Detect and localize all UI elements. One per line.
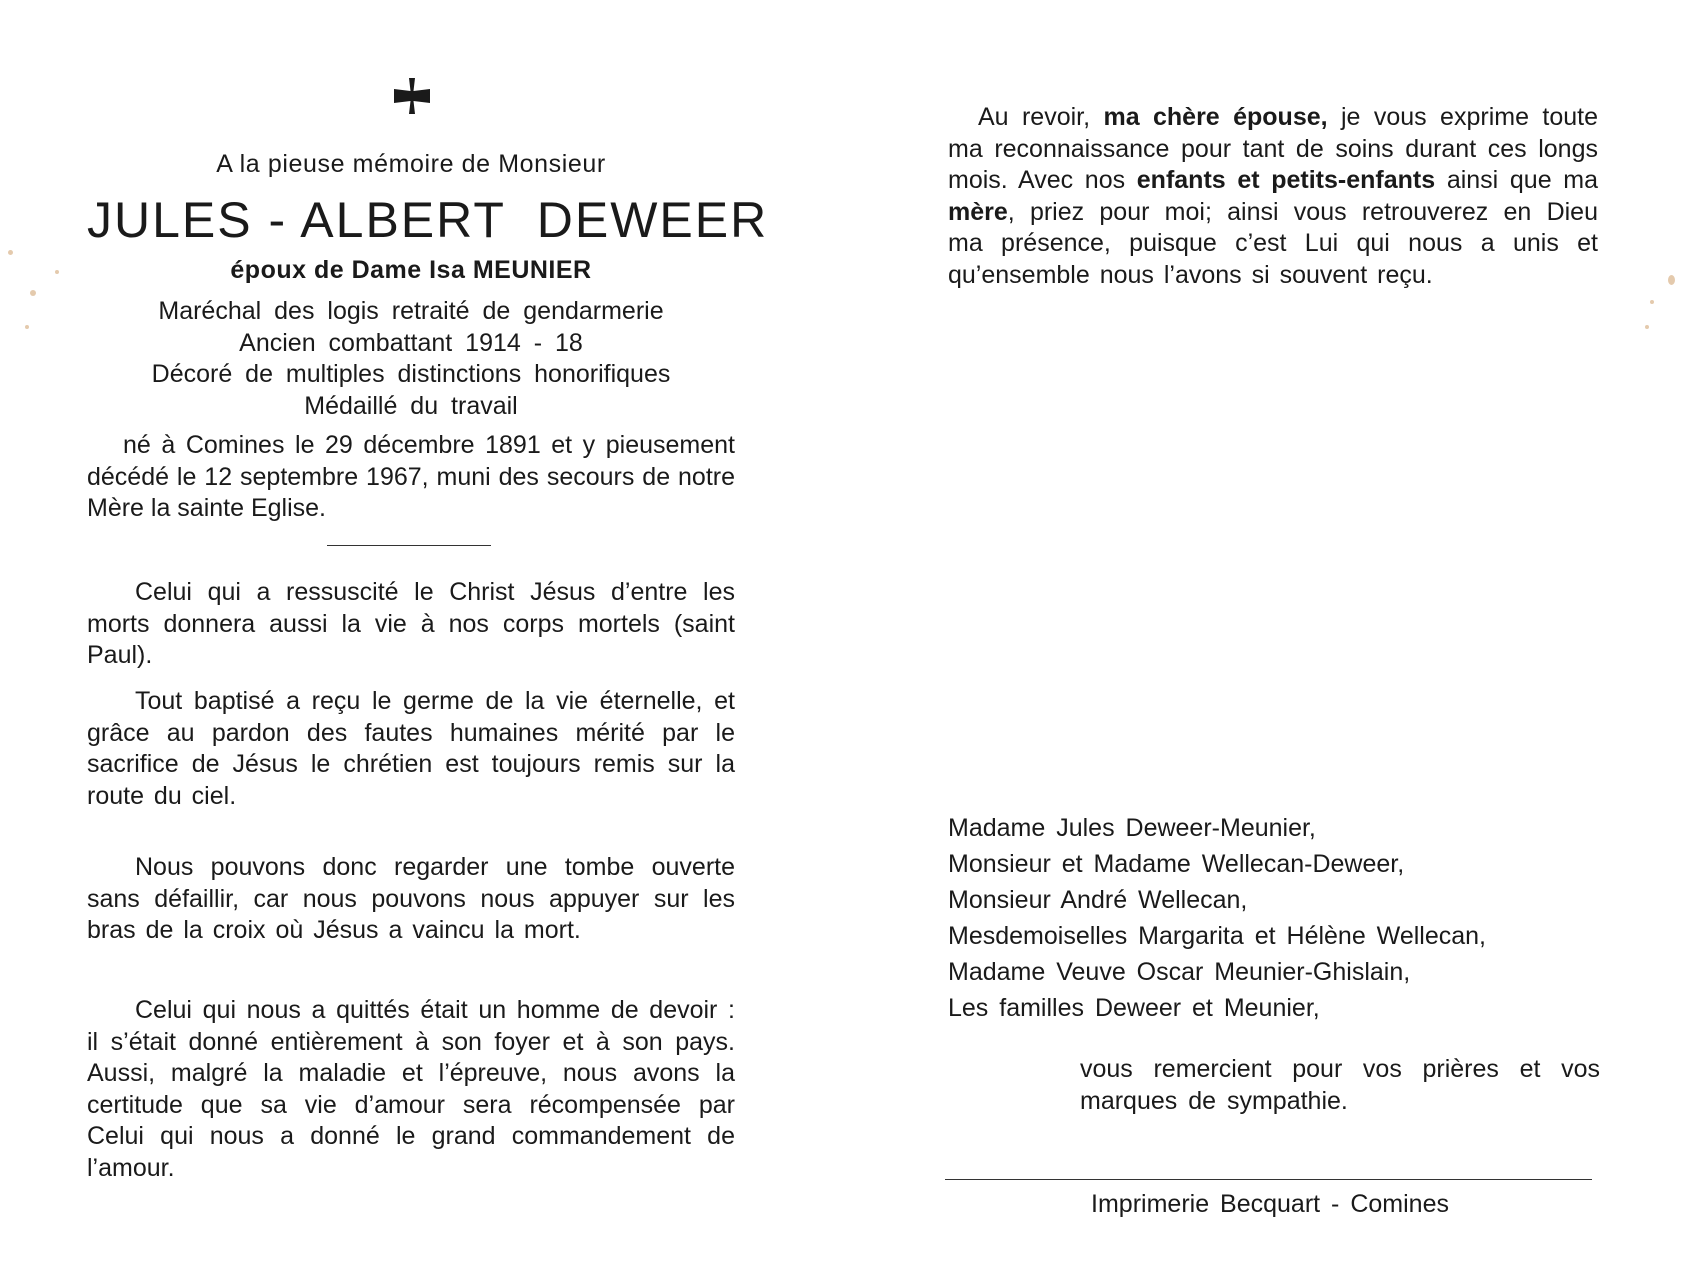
family-member: Les familles Deweer et Meunier,	[948, 994, 1320, 1022]
farewell-emphasis: ma chère épouse,	[1103, 103, 1328, 131]
speck	[25, 325, 29, 329]
speck	[1645, 325, 1649, 329]
scripture-paragraph	[87, 577, 735, 672]
title-line: Ancien combattant 1914 - 18	[239, 328, 583, 357]
birth-death-text: né à Comines le 29 décembre 1891 et y pieusement décédé le 12 septembre 1967, muni des secours de notre Mère la sainte Eglise.	[87, 431, 735, 522]
paragraph-text: Tout baptisé a reçu le germe de la vie éternelle, et grâce au pardon des fautes humaines mérité par le sacrifice de Jésus le chrétien est toujours remis sur la route du ciel.	[87, 687, 735, 810]
farewell-block	[948, 102, 1598, 291]
title-line: Décoré de multiples distinctions honorifiques	[151, 360, 671, 388]
tribute-paragraph	[87, 995, 735, 1184]
maltese-cross-icon	[392, 76, 432, 116]
farewell-emphasis: enfants et petits-enfants	[1136, 166, 1436, 194]
farewell-text	[948, 102, 1598, 291]
printer-credit: Imprimerie Becquart - Comines	[1091, 1190, 1449, 1218]
family-member: Mesdemoiselles Margarita et Hélène Wellecan,	[948, 922, 1486, 950]
paragraph-text: Celui qui nous a quittés était un homme de devoir : il s’était donné entièrement à son foyer et à son pays. Aussi, malgré la maladie et l’épreuve, nous avons la certitude que sa vie d’amour sera récompensée par Celui qui nous a donné le grand commandement de l’amour.	[87, 996, 735, 1182]
speck	[1668, 275, 1675, 285]
family-member: Monsieur et Madame Wellecan-Deweer,	[948, 850, 1405, 878]
farewell-emphasis: mère	[948, 197, 1008, 226]
tomb-paragraph	[87, 852, 735, 947]
family-member: Madame Veuve Oscar Meunier-Ghislain,	[948, 958, 1411, 986]
deceased-name: JULES - ALBERT DEWEER	[87, 192, 769, 248]
title-line: Médaillé du travail	[304, 391, 518, 420]
family-list	[948, 810, 1628, 1026]
titles-block	[87, 296, 735, 422]
thanks-text: vous remercient pour vos prières et vos marques de sympathie.	[1080, 1055, 1600, 1115]
family-member: Madame Jules Deweer-Meunier,	[948, 814, 1316, 842]
divider	[327, 545, 491, 546]
family-member: Monsieur André Wellecan,	[948, 886, 1248, 914]
farewell-text-part: ainsi que ma	[1435, 166, 1599, 194]
farewell-text-part: je vous exprime toute ma reconnaissance pour tant de soins durant ces longs mois. Avec nos	[948, 103, 1598, 194]
speck	[30, 290, 36, 296]
paragraph-text: Nous pouvons donc regarder une tombe ouverte sans défaillir, car nous pouvons nous appuyer sur les bras de la croix où Jésus a vaincu la mort.	[87, 853, 735, 944]
speck	[8, 250, 13, 255]
paragraph-text: Celui qui a ressuscité le Christ Jésus d’entre les morts donnera aussi la vie à nos corps mortels (saint Paul).	[87, 578, 735, 669]
speck	[55, 270, 59, 274]
footer-divider	[945, 1179, 1592, 1180]
baptism-paragraph	[87, 686, 735, 812]
farewell-text-part: , priez pour moi; ainsi vous retrouverez en Dieu ma présence, puisque c’est Lui qui nous a unis et qu’ensemble nous l’avons si souvent reçu.	[948, 197, 1598, 289]
spouse-line: époux de Dame Isa MEUNIER	[230, 256, 592, 284]
memorial-intro: A la pieuse mémoire de Monsieur	[216, 150, 606, 178]
title-line: Maréchal des logis retraité de gendarmerie	[158, 297, 664, 325]
birth-death-block	[87, 430, 735, 525]
farewell-text-part: Au revoir,	[978, 103, 1104, 131]
speck	[1650, 300, 1654, 304]
